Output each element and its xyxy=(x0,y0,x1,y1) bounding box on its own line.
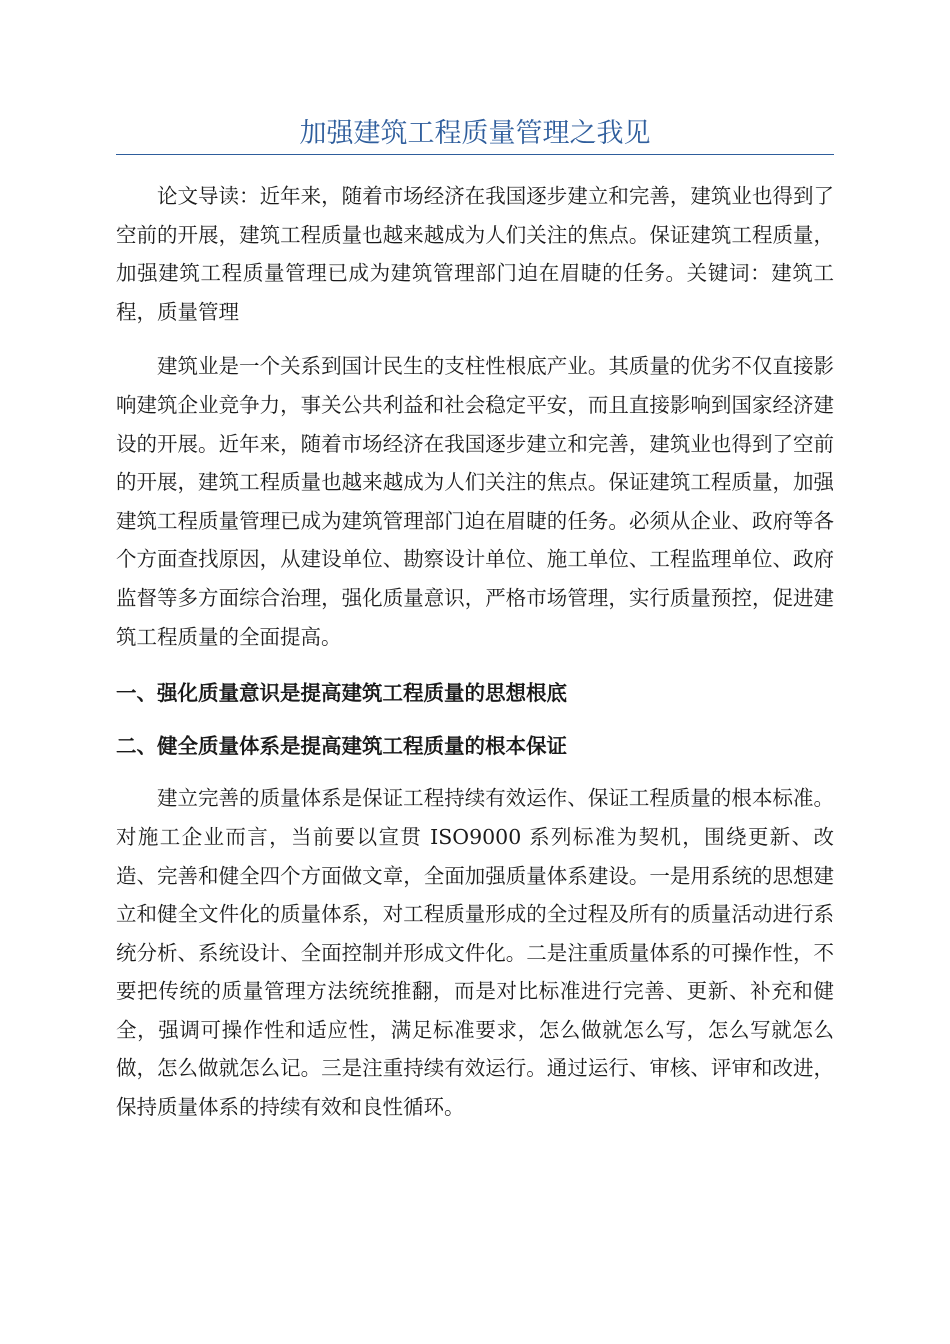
document-page xyxy=(116,110,834,1127)
intro-paragraph: 论文导读：近年来，随着市场经济在我国逐步建立和完善，建筑业也得到了空前的开展，建筑工程质量也越来越成为人们关注的焦点。保证建筑工程质量，加强建筑工程质量管理已成为建筑管理部门迫在眉睫的任务。关键词：建筑工程，质量管理 xyxy=(116,184,834,324)
document-title: 加强建筑工程质量管理之我见 xyxy=(299,118,651,149)
section-heading-1: 一、强化质量意识是提高建筑工程质量的思想根底 xyxy=(116,681,567,706)
body-paragraph-1: 建筑业是一个关系到国计民生的支柱性根底产业。其质量的优劣不仅直接影响建筑企业竞争力，事关公共利益和社会稳定平安，而且直接影响到国家经济建设的开展。近年来，随着市场经济在我国逐步建立和完善，建筑业也得到了空前的开展，建筑工程质量也越来越成为人们关注的焦点。保证建筑工程质量，加强建筑工程质量管理已成为建筑管理部门迫在眉睫的任务。必须从企业、政府等各个方面查找原因，从建设单位、勘察设计单位、施工单位、工程监理单位、政府监督等多方面综合治理，强化质量意识，严格市场管理，实行质量预控，促进建筑工程质量的全面提高。 xyxy=(116,354,834,649)
body-paragraph-2: 建立完善的质量体系是保证工程持续有效运作、保证工程质量的根本标准。对施工企业而言，当前要以宣贯 ISO9000 系列标准为契机，围绕更新、改造、完善和健全四个方面做文章，全面加强质量体系建设。一是用系统的思想建立和健全文件化的质量体系，对工程质量形成的全过程及所有的质量活动进行系统分析、系统设计、全面控制并形成文件化。二是注重质量体系的可操作性，不要把传统的质量管理方法统统推翻，而是对比标准进行完善、更新、补充和健全，强调可操作性和适应性，满足标准要求，怎么做就怎么写，怎么写就怎么做，怎么做就怎么记。三是注重持续有效运行。通过运行、审核、评审和改进，保持质量体系的持续有效和良性循环。 xyxy=(116,786,834,1120)
section-heading-2: 二、健全质量体系是提高建筑工程质量的根本保证 xyxy=(116,733,567,758)
